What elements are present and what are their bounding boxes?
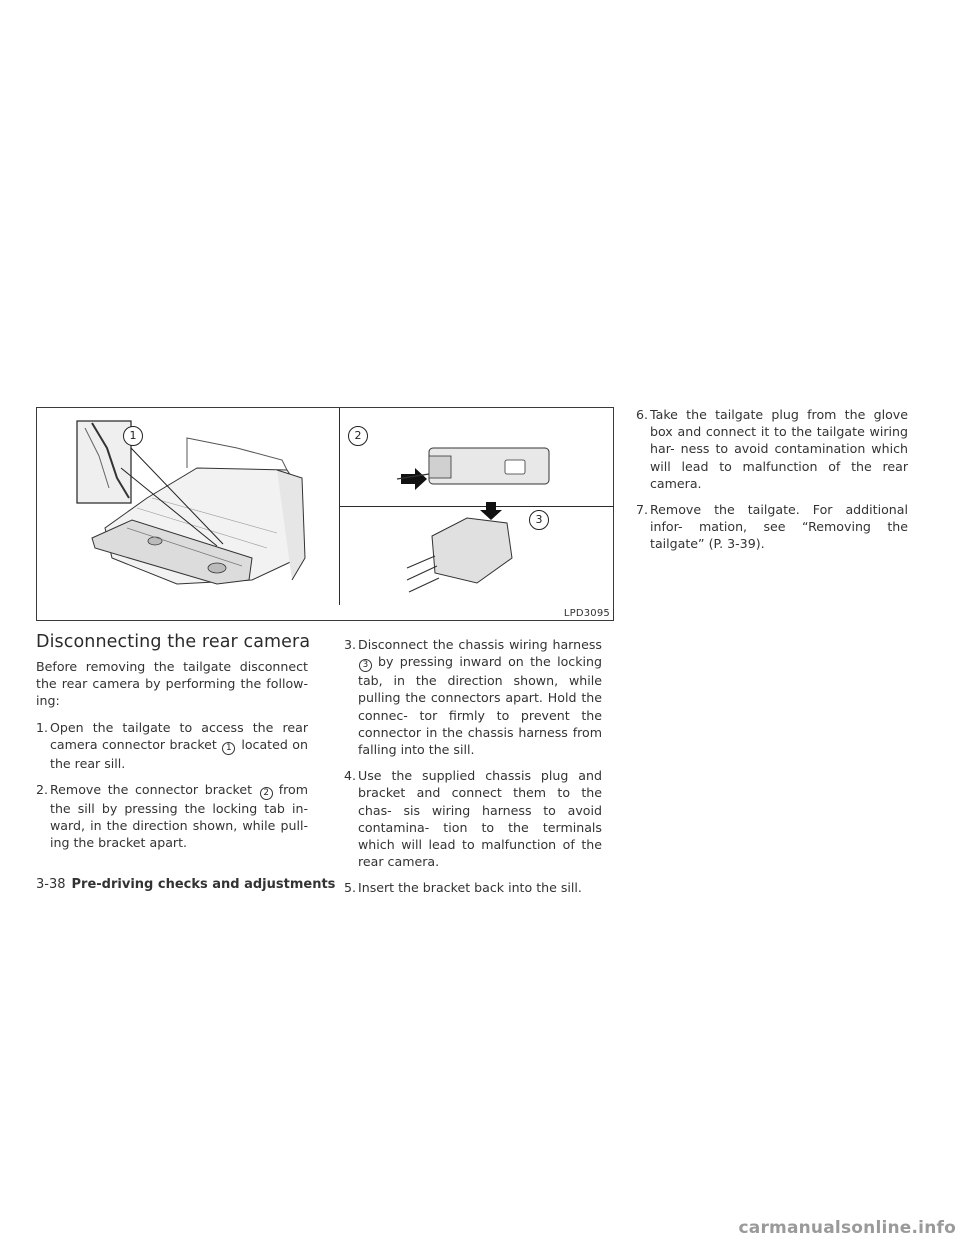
step-number: 2. [36, 782, 49, 798]
step-text: Remove the tailgate. For additional infor- mation, see “Removing the tailgate” (P. 3-39). [650, 502, 908, 552]
step-1 [36, 719, 308, 772]
callout-2: 2 [348, 426, 368, 446]
step-text: Insert the bracket back into the sill. [358, 880, 582, 896]
tailgate-illustration [37, 408, 337, 608]
step-7 [636, 501, 908, 553]
step-text: Take the tailgate plug from the glove box and connect it to the tailgate wiring har- ness to avoid contamination which will lead to malfunction of the rear camera. [650, 407, 908, 491]
step-number: 1. [36, 719, 49, 735]
column-3 [636, 406, 908, 562]
figure-code: LPD3095 [563, 608, 610, 619]
page-number: 3-38 [36, 877, 66, 892]
reference-1-icon: 1 [222, 742, 235, 755]
step-6 [636, 406, 908, 492]
callout-1: 1 [123, 426, 143, 446]
step-text: Disconnect the chassis wiring harness 3 by pressing inward on the locking tab, in the direction shown, while pulling the connectors apart. Hold the connec- tor firmly to prevent the connector in the chassis harness from falling into the sill. [358, 637, 602, 758]
watermark: carmanualsonline.info [738, 1218, 956, 1238]
step-number: 3. [344, 637, 357, 652]
step-number: 7. [636, 502, 649, 518]
illustration-figure [36, 407, 614, 621]
column-2 [344, 636, 602, 906]
step-number: 6. [636, 407, 649, 422]
callout-3: 3 [529, 510, 549, 530]
intro-paragraph: Before removing the tailgate disconnect the rear camera by performing the follow- ing: [36, 659, 308, 709]
chapter-title: Pre-driving checks and adjustments [71, 877, 336, 892]
step-4 [344, 767, 602, 870]
step-text: Use the supplied chassis plug and bracket and connect them to the chas- sis wiring harness to avoid contamina- tion to the terminals which will lead to malfunction of the rear camera. [358, 768, 602, 870]
reference-2-icon: 2 [260, 787, 273, 800]
step-number: 4. [344, 768, 357, 784]
figure-divider-horizontal [339, 506, 614, 507]
step-number: 5. [344, 880, 357, 896]
step-5 [344, 879, 602, 896]
step-text: Open the tailgate to access the rear camera connector bracket 1 located on the rear sill. [50, 719, 308, 771]
step-text: Remove the connector bracket 2 from the sill by pressing the locking tab in- ward, in the direction shown, while pull- ing the bracket apart. [50, 782, 308, 851]
column-1 [36, 658, 308, 861]
reference-3-icon: 3 [359, 659, 372, 672]
step-2 [36, 781, 308, 852]
page-footer [36, 877, 335, 892]
section-title: Disconnecting the rear camera [36, 632, 311, 652]
step-3 [344, 636, 602, 758]
